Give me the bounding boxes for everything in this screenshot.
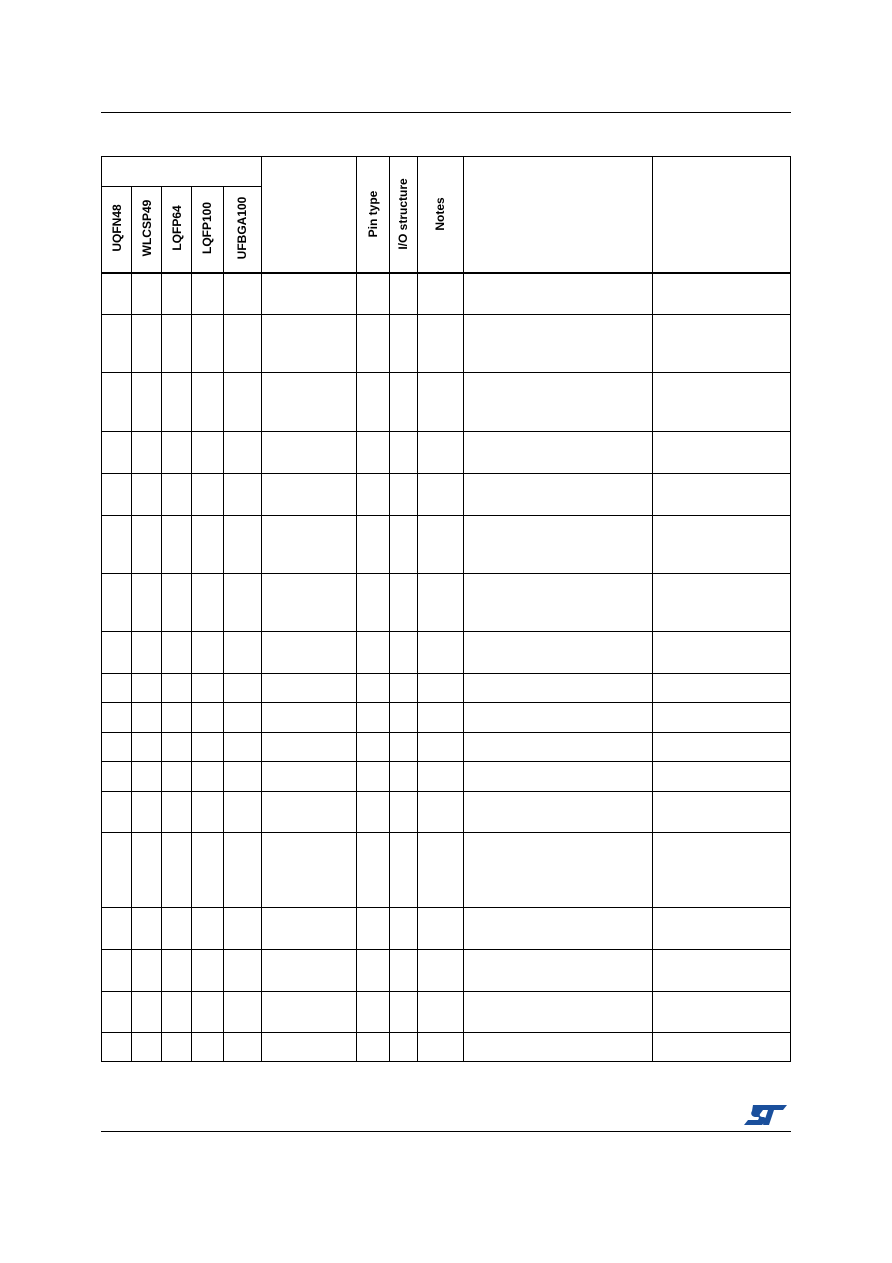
footer-rule (101, 1131, 791, 1132)
row-sep (102, 702, 790, 703)
header-pin-type: Pin type (366, 190, 380, 238)
col-sep (463, 157, 464, 1061)
col-sep (652, 157, 653, 1061)
group-header-sep (102, 186, 261, 187)
row-sep (102, 515, 790, 516)
header-uqfn48: UQFN48 (110, 204, 124, 252)
pin-table (101, 156, 791, 1062)
row-sep (102, 949, 790, 950)
col-sep (356, 157, 357, 1061)
pkg-col-sep (223, 186, 224, 1061)
header-io-structure: I/O structure (396, 178, 410, 250)
st-logo (743, 1103, 787, 1127)
row-sep (102, 573, 790, 574)
row-sep (102, 991, 790, 992)
pkg-col-sep (161, 186, 162, 1061)
header-lqfp100: LQFP100 (200, 201, 214, 255)
col-sep (261, 157, 262, 1061)
header-lqfp64: LQFP64 (170, 205, 184, 251)
header-ufbga100: UFBGA100 (235, 196, 249, 260)
row-sep (102, 473, 790, 474)
col-sep (417, 157, 418, 1061)
row-sep (102, 314, 790, 315)
row-sep (102, 732, 790, 733)
pkg-col-sep (131, 186, 132, 1061)
header-rule (101, 112, 791, 113)
row-sep (102, 907, 790, 908)
row-sep (102, 832, 790, 833)
row-sep (102, 761, 790, 762)
header-bottom (102, 272, 790, 274)
row-sep (102, 372, 790, 373)
pkg-col-sep (191, 186, 192, 1061)
header-wlcsp49: WLCSP49 (140, 199, 154, 257)
row-sep (102, 791, 790, 792)
row-sep (102, 1032, 790, 1033)
row-sep (102, 673, 790, 674)
header-notes: Notes (433, 197, 447, 231)
row-sep (102, 631, 790, 632)
col-sep (389, 157, 390, 1061)
row-sep (102, 431, 790, 432)
